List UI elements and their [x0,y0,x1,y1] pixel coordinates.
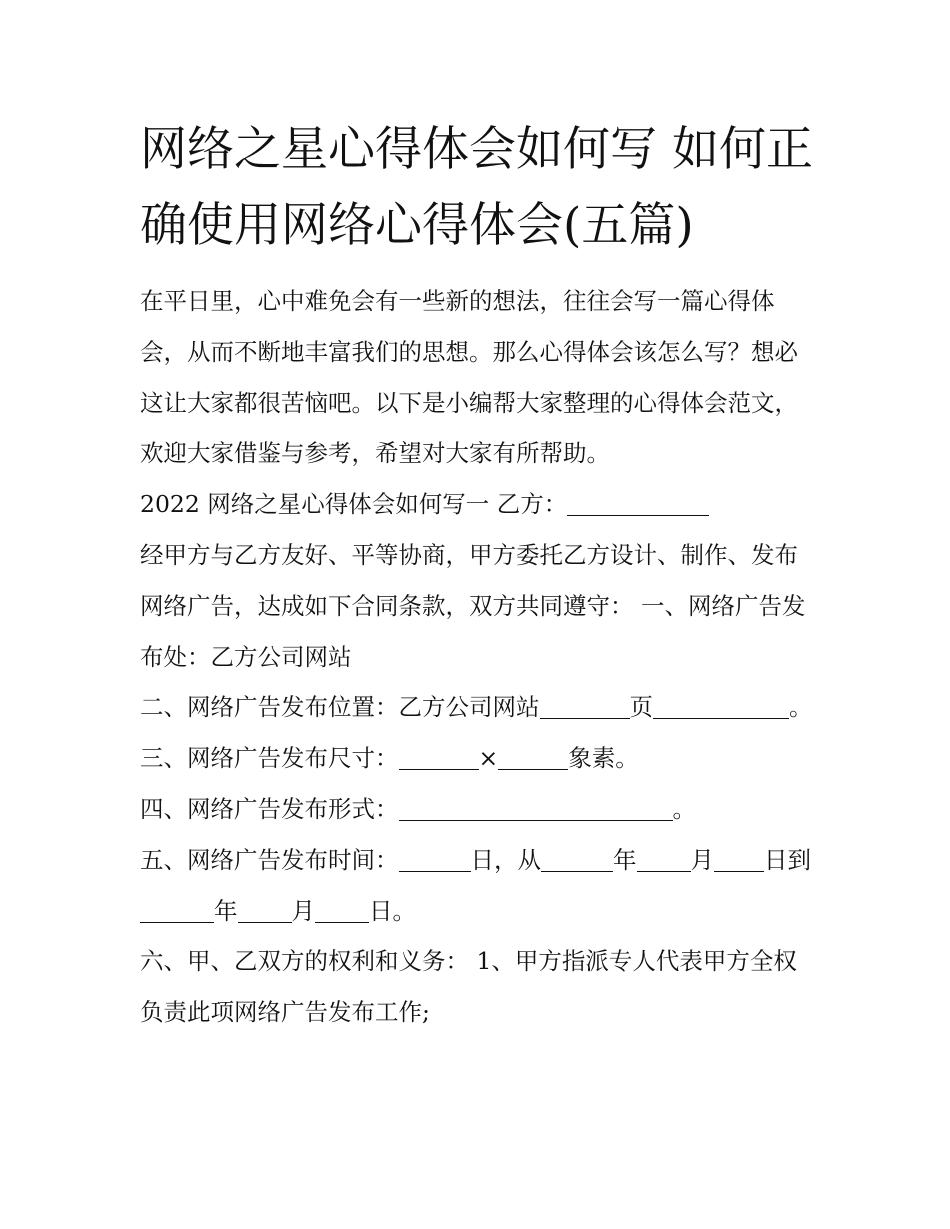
section-heading [140,479,820,530]
form-end: 。 [672,794,696,823]
end-month-blank [238,898,292,923]
rights-paragraph: 六、甲、乙双方的权利和义务： 1、甲方指派专人代表甲方全权负责此项网络广告发布工作; [140,947,797,1027]
days-blank [399,847,471,872]
form-blank [399,796,673,821]
time-paragraph [140,835,820,937]
position-blank [653,695,789,720]
page-blank [540,695,630,720]
intro-paragraph: 在平日里，心中难免会有一些新的想法，往往会写一篇心得体会，从而不断地丰富我们的思想。那么心得体会该怎么写？想必这让大家都很苦恼吧。以下是小编帮大家整理的心得体会范文，欢迎大家借鉴与参考，希望对大家有所帮助。 [140,287,798,468]
time-label: 五、网络广告发布时间： [140,845,399,874]
end-day-blank [315,898,369,923]
times-sign: × [478,744,499,773]
position-label: 二、网络广告发布位置：乙方公司网站 [140,693,540,722]
days-from-label: 日，从 [470,845,541,874]
agreement-paragraph: 经甲方与乙方友好、平等协商，甲方委托乙方设计、制作、发布网络广告，达成如下合同条款，双方共同遵守： 一、网络广告发布处：乙方公司网站 [140,540,806,671]
start-year-blank [541,847,613,872]
width-blank [399,746,479,771]
position-paragraph [140,682,820,784]
document-title: 网络之星心得体会如何写 如何正确使用网络心得体会(五篇) [140,122,813,253]
start-month-blank [637,847,691,872]
start-day-blank [714,847,764,872]
end-day-label: 日。 [369,896,416,925]
section-heading-text: 2022 网络之星心得体会如何写一 乙方： [140,490,568,519]
end-year-blank [140,898,214,923]
document-body [140,276,820,1038]
form-label: 四、网络广告发布形式： [140,794,399,823]
pixel-label: 象素。 [568,744,639,773]
end-year-label: 年 [214,896,238,925]
to-label: 日到 [764,845,811,874]
size-label: 。 三、网络广告发布尺寸： [140,693,813,773]
party-b-blank [567,492,709,517]
start-month-label: 月 [690,845,714,874]
form-paragraph [140,784,820,835]
page-label: 页 [629,693,653,722]
start-year-label: 年 [613,845,637,874]
height-blank [498,746,568,771]
end-month-label: 月 [291,896,315,925]
